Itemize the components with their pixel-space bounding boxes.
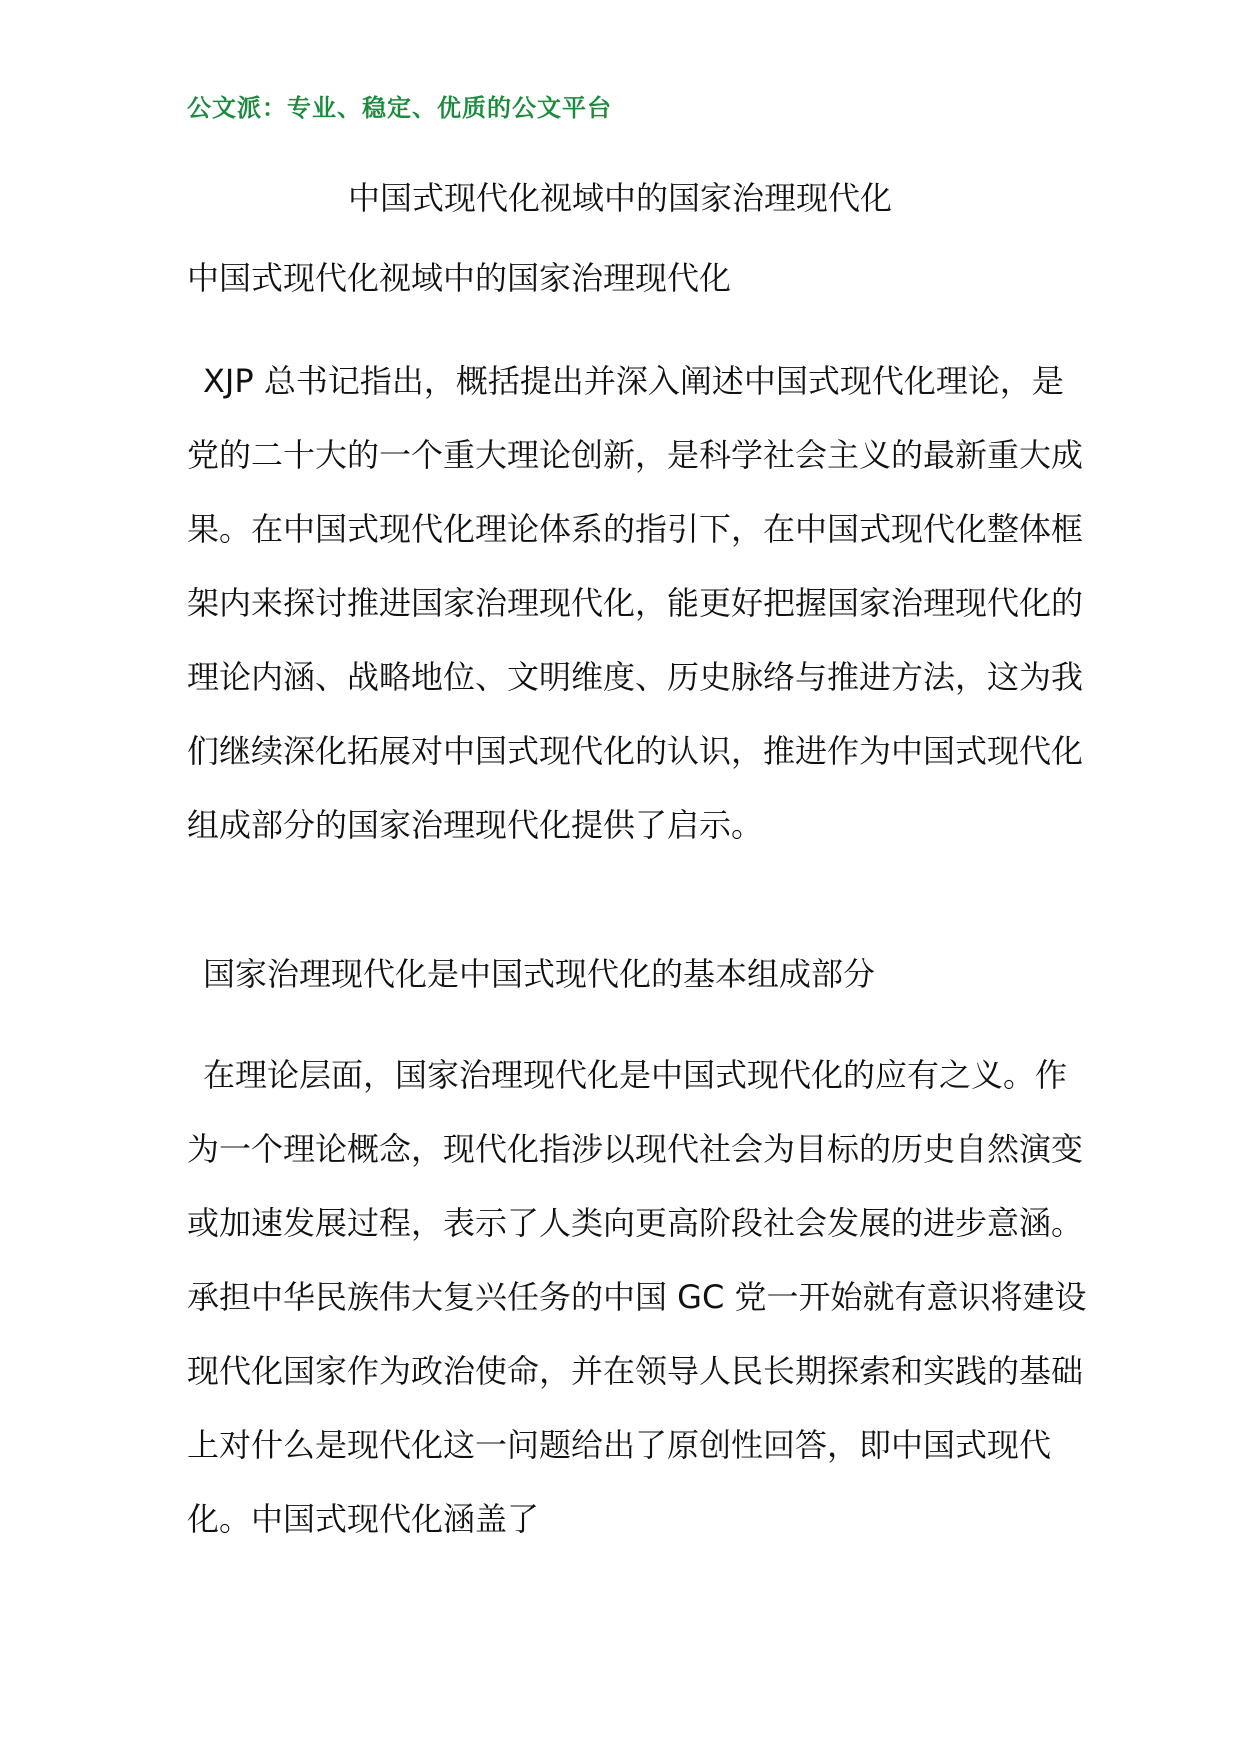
paragraph-1: XJP 总书记指出，概括提出并深入阐述中国式现代化理论，是党的二十大的一个重大理论创新，是科学社会主义的最新重大成果。在中国式现代化理论体系的指引下，在中国式现代化整体框架内来探讨推进国家治理现代化，能更好把握国家治理现代化的理论内涵、战略地位、文明维度、历史脉络与推进方法，这为我们继续深化拓展对中国式现代化的认识，推进作为中国式现代化组成部分的国家治理现代化提供了启示。 [187,362,1084,844]
document-title: 中国式现代化视域中的国家治理现代化 [347,179,892,217]
brand-header: 公文派：专业、稳定、优质的公文平台 [187,94,612,122]
document-subtitle: 中国式现代化视域中的国家治理现代化 [187,259,732,297]
paragraph-2: 在理论层面，国家治理现代化是中国式现代化的应有之义。作为一个理论概念，现代化指涉以现代社会为目标的历史自然演变或加速发展过程，表示了人类向更高阶段社会发展的进步意涵。承担中华民族伟大复兴任务的中国 GC 党一开始就有意识将建设现代化国家作为政治使命，并在领导人民长期探索和实践的基础上对什么是现代化这一问题给出了原创性回答，即中国式现代化。中国式现代化涵盖了 [187,1056,1087,1538]
section-heading: 国家治理现代化是中国式现代化的基本组成部分 [203,955,876,993]
